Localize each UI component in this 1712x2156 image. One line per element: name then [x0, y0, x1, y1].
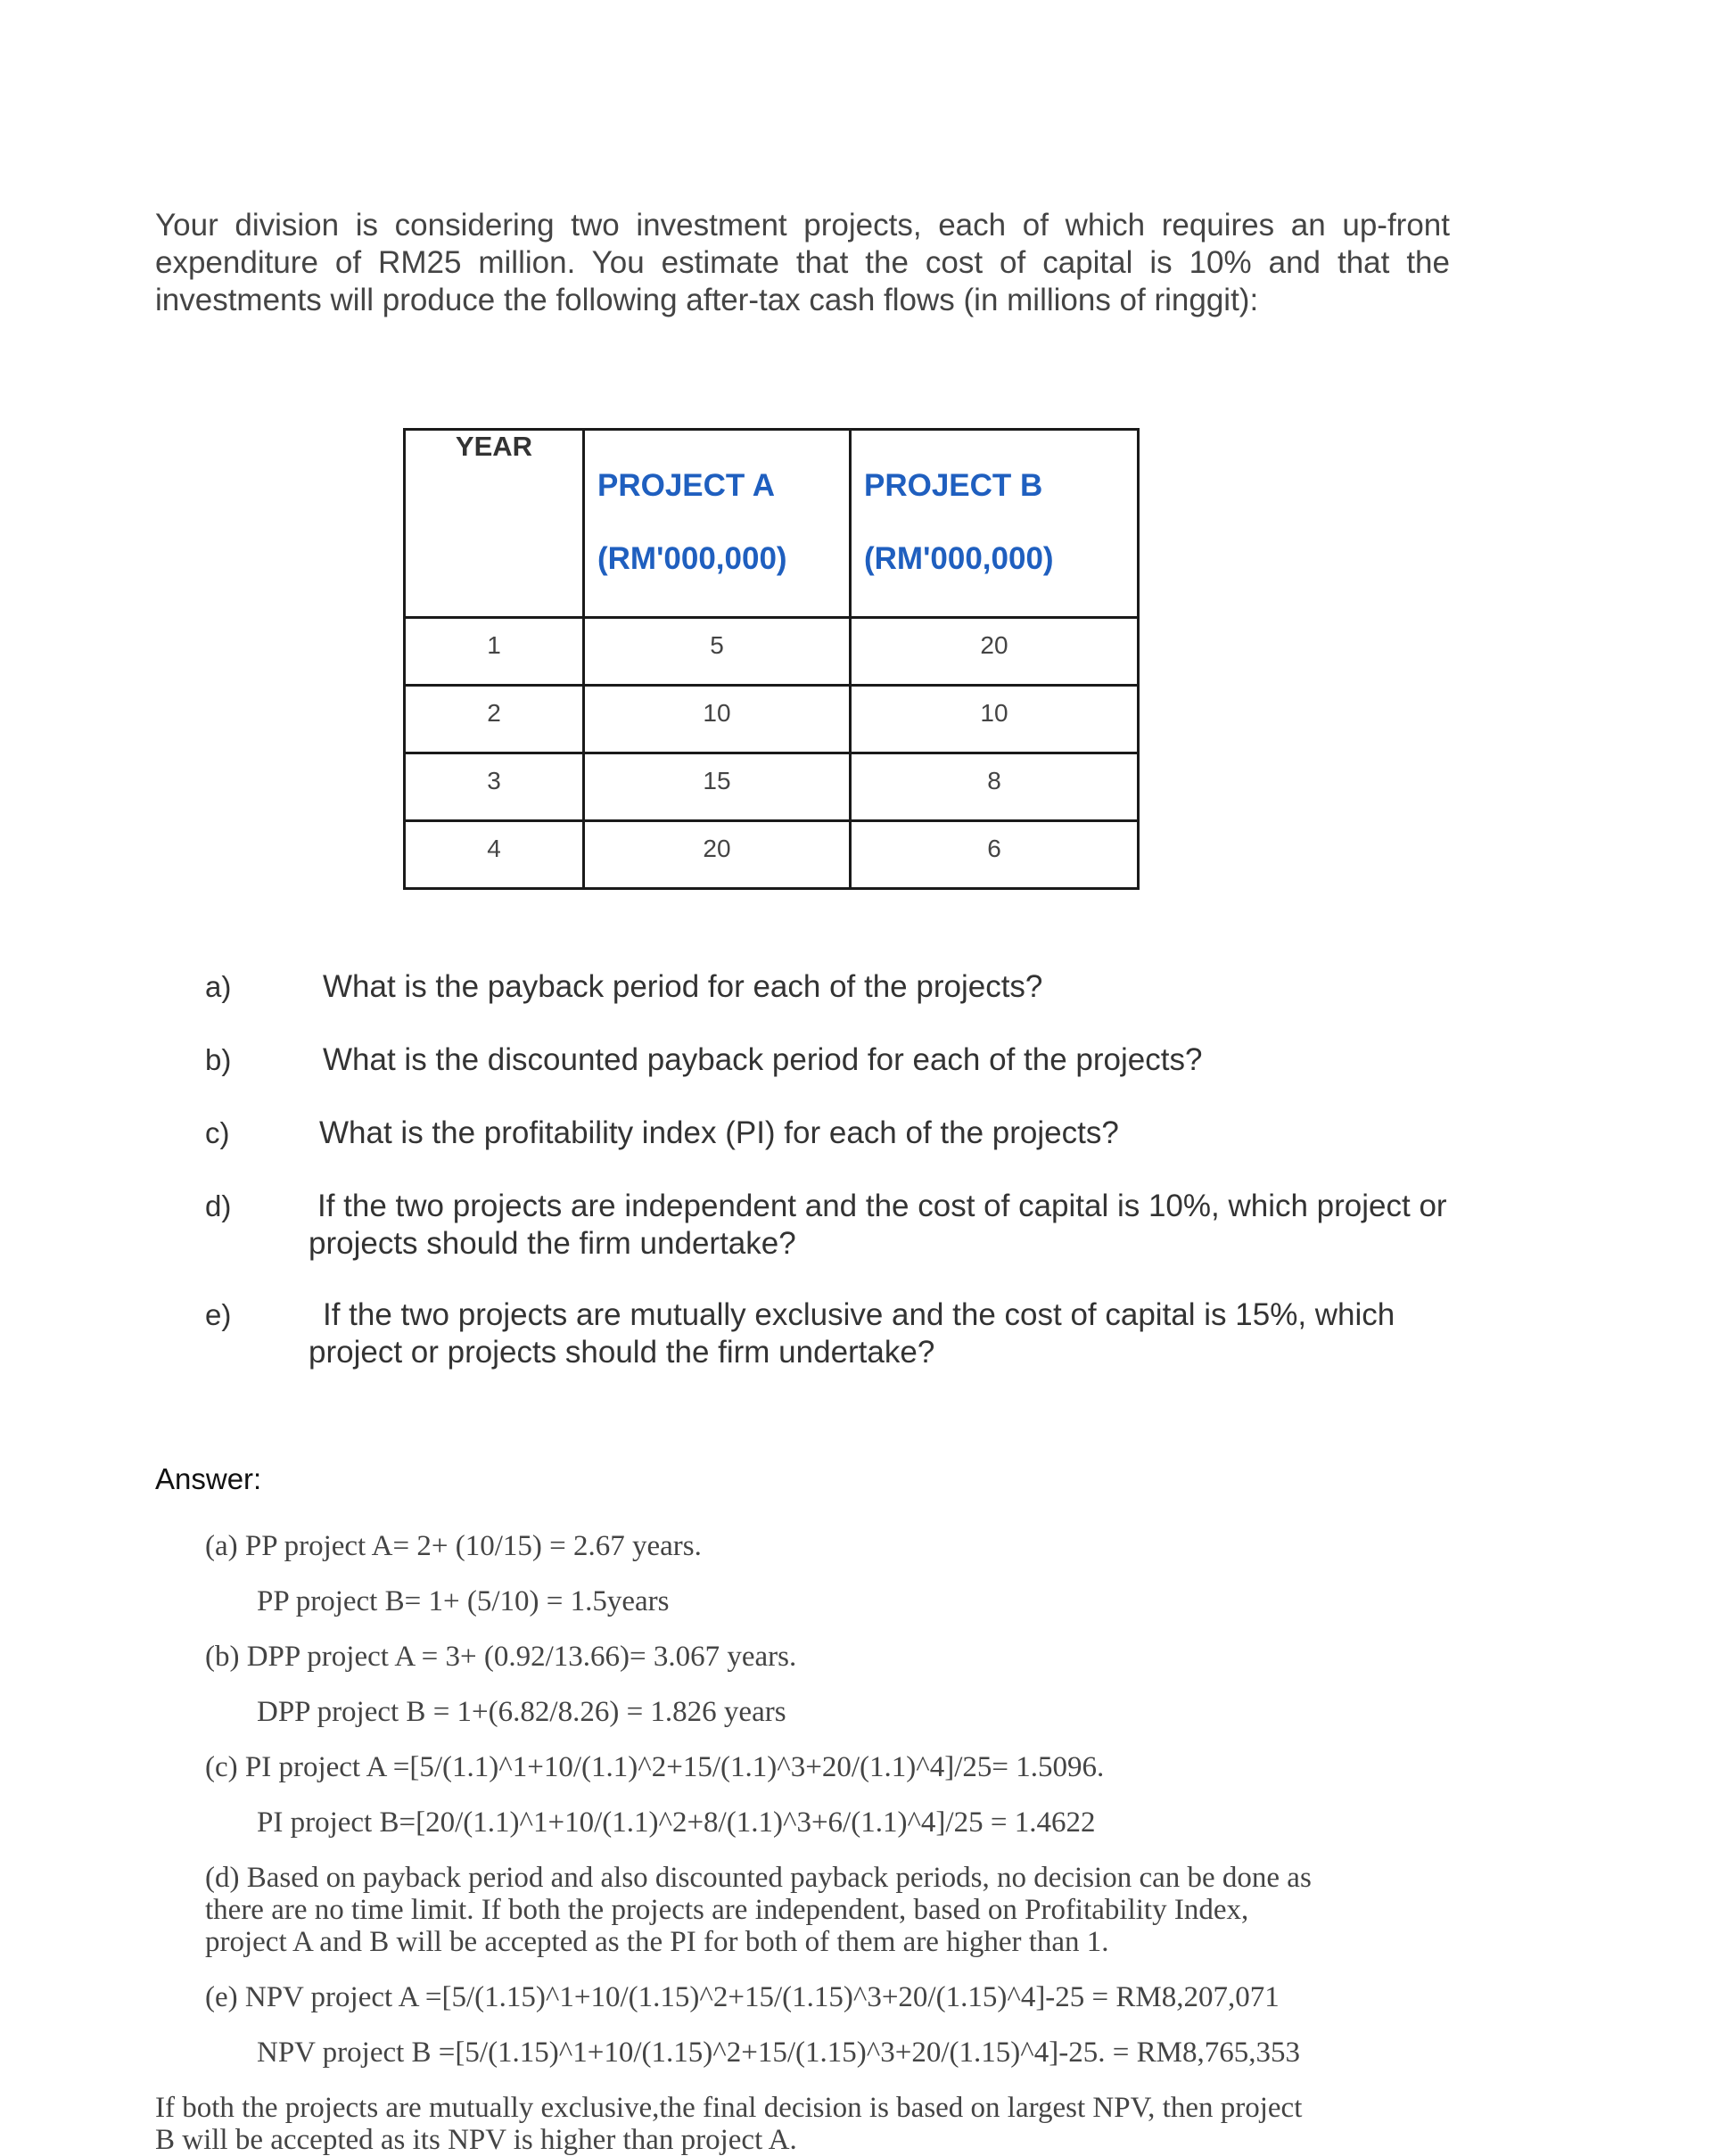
table-header-row: [405, 430, 1139, 618]
year-cell: 3: [405, 753, 584, 821]
project-a-cell: 5: [584, 618, 851, 686]
table-row: [405, 686, 1139, 753]
question-d-line2: projects should the firm undertake?: [309, 1226, 796, 1261]
question-c: What is the profitability index (PI) for each of the projects?: [319, 1115, 1119, 1150]
conclusion-line2: B will be accepted as its NPV is higher than project A.: [155, 2124, 797, 2156]
answer-b-line1: (b) DPP project A = 3+ (0.92/13.66)= 3.067 years.: [205, 1641, 797, 1673]
project-b-cell: 10: [851, 686, 1139, 753]
project-b-unit: (RM'000,000): [864, 541, 1054, 576]
project-b-title: PROJECT B: [864, 468, 1043, 503]
project-a-cell: 15: [584, 753, 851, 821]
project-a-header: [584, 430, 851, 618]
answer-a-line2: PP project B= 1+ (5/10) = 1.5years: [257, 1585, 670, 1617]
question-label-d: d): [205, 1189, 232, 1222]
project-a-unit: (RM'000,000): [597, 541, 787, 576]
question-d-line1: If the two projects are independent and the cost of capital is 10%, which project or: [317, 1189, 1447, 1223]
table-row: [405, 753, 1139, 821]
project-b-cell: 8: [851, 753, 1139, 821]
answer-c-line1: (c) PI project A =[5/(1.1)^1+10/(1.1)^2+15/(1.1)^3+20/(1.1)^4]/25= 1.5096.: [205, 1751, 1105, 1783]
table-row: [405, 618, 1139, 686]
answer-heading: Answer:: [155, 1462, 262, 1495]
project-b-cell: 6: [851, 821, 1139, 889]
answer-d-line2: there are no time limit. If both the projects are independent, based on Profitability Index,: [205, 1894, 1249, 1926]
year-cell: 1: [405, 618, 584, 686]
project-a-title: PROJECT A: [597, 468, 776, 503]
question-label-b: b): [205, 1043, 232, 1076]
question-label-c: c): [205, 1116, 230, 1149]
answer-b-line2: DPP project B = 1+(6.82/8.26) = 1.826 years: [257, 1696, 786, 1728]
intro-paragraph: Your division is considering two investment projects, each of which requires an up-front expenditure of RM25 million. You estimate that the cost of capital is 10% and that the investments will produce the following after-tax cash flows (in millions of ringgit):: [155, 208, 1450, 317]
question-label-e: e): [205, 1298, 232, 1331]
year-cell: 4: [405, 821, 584, 889]
year-header: YEAR: [405, 430, 584, 618]
answer-e-line1: (e) NPV project A =[5/(1.15)^1+10/(1.15)^2+15/(1.15)^3+20/(1.15)^4]-25 = RM8,207,071: [205, 1981, 1280, 2013]
conclusion-line1: If both the projects are mutually exclusive,the final decision is based on largest NPV, then project: [155, 2092, 1303, 2124]
question-b: What is the discounted payback period for each of the projects?: [323, 1042, 1203, 1077]
answer-e-line2: NPV project B =[5/(1.15)^1+10/(1.15)^2+15/(1.15)^3+20/(1.15)^4]-25. = RM8,765,353: [257, 2037, 1300, 2069]
year-cell: 2: [405, 686, 584, 753]
project-b-header: [851, 430, 1139, 618]
answer-a-line1: (a) PP project A= 2+ (10/15) = 2.67 years.: [205, 1530, 702, 1562]
answer-d-line3: project A and B will be accepted as the PI for both of them are higher than 1.: [205, 1926, 1109, 1958]
question-e-line1: If the two projects are mutually exclusive and the cost of capital is 15%, which: [323, 1297, 1395, 1332]
cash-flow-table: [403, 428, 1140, 890]
question-e-line2: project or projects should the firm undertake?: [309, 1335, 935, 1370]
answer-d-line1: (d) Based on payback period and also discounted payback periods, no decision can be done as: [205, 1862, 1312, 1894]
question-a: What is the payback period for each of the projects?: [323, 969, 1043, 1004]
question-label-a: a): [205, 970, 232, 1003]
project-a-cell: 20: [584, 821, 851, 889]
table-row: [405, 821, 1139, 889]
answer-c-line2: PI project B=[20/(1.1)^1+10/(1.1)^2+8/(1.1)^3+6/(1.1)^4]/25 = 1.4622: [257, 1806, 1096, 1839]
project-a-cell: 10: [584, 686, 851, 753]
project-b-cell: 20: [851, 618, 1139, 686]
